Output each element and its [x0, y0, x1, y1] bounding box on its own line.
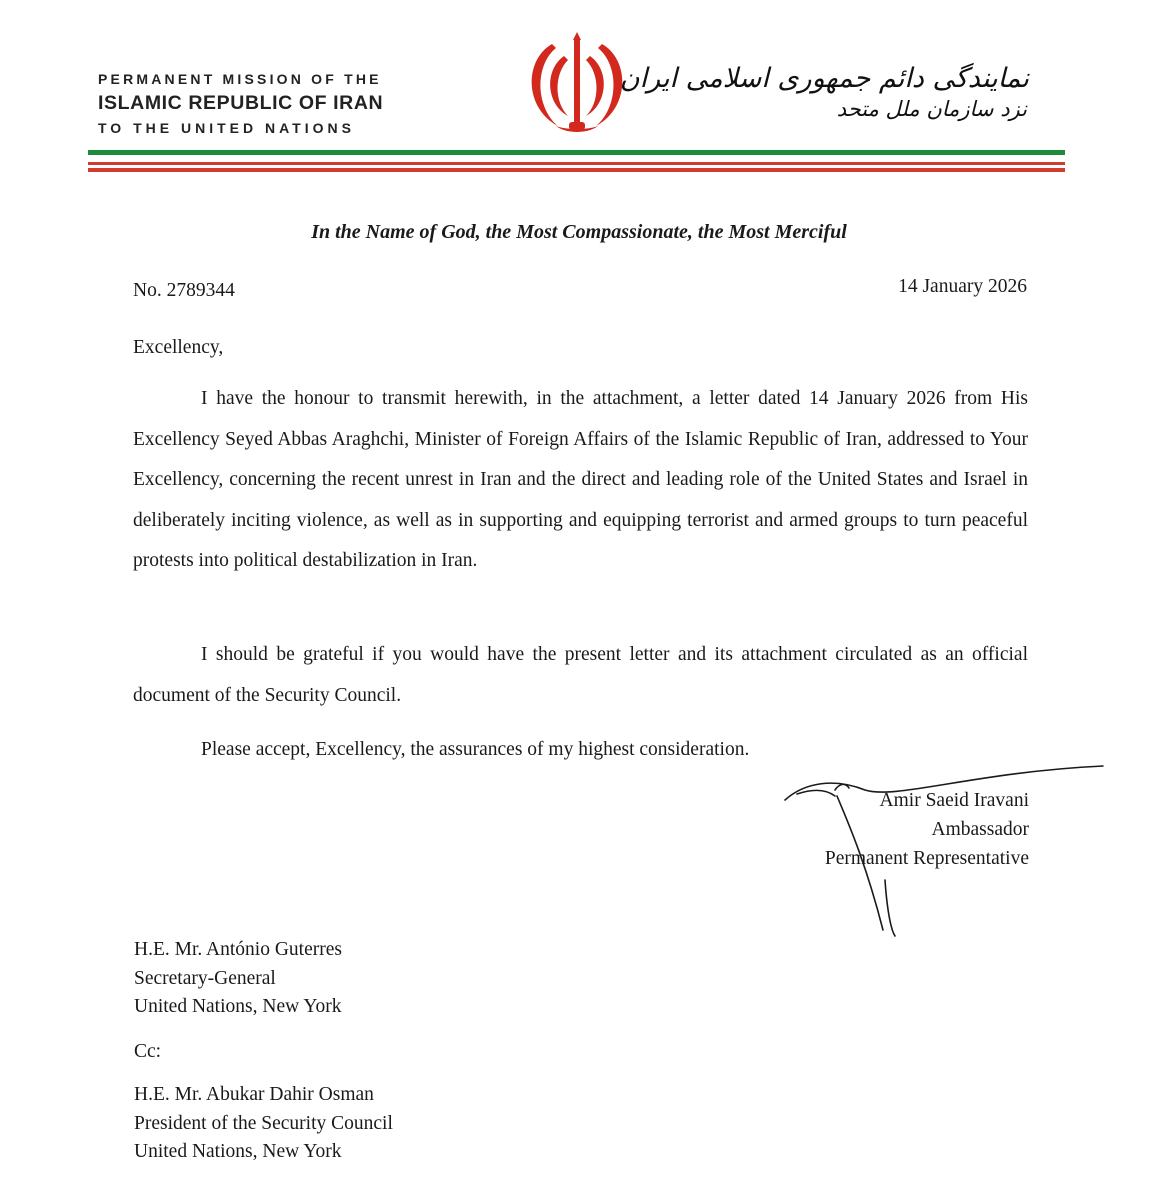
mission-name-persian: [620, 62, 1029, 122]
cc-label: Cc:: [134, 1041, 162, 1062]
white-band: [88, 155, 1065, 162]
mission-line-3: TO THE UNITED NATIONS: [98, 119, 355, 136]
mission-name-english: [98, 72, 383, 135]
cc-block: [134, 1081, 393, 1167]
red-band: [88, 168, 1065, 172]
persian-line-1: نمایندگی دائم جمهوری اسلامی ایران: [619, 63, 1029, 94]
paragraph-2-text: I should be grateful if you would have the present letter and its attachment circulated as an official document of the Security Council.: [133, 644, 1028, 706]
paragraph-1-text: I have the honour to transmit herewith, in the attachment, a letter dated 14 January 2026 from His Excellency Seyed Abbas Araghchi, Minister of Foreign Affairs of the Islamic Republic of Iran, addressed to Your Excellency, concerning the recent unrest in Iran and the direct and leading role of the United States and Israel in deliberately inciting violence, as well as in supporting and equipping terrorist and armed groups to turn peaceful protests into political destabilization in Iran.: [133, 388, 1028, 571]
addressee-block: [134, 936, 342, 1022]
addressee-location: United Nations, New York: [134, 996, 342, 1017]
cc-name: H.E. Mr. Abukar Dahir Osman: [134, 1084, 374, 1105]
mission-line-1: PERMANENT MISSION OF THE: [98, 71, 382, 87]
paragraph-1: [133, 379, 1028, 582]
signatory-title: Ambassador: [931, 819, 1029, 840]
addressee-name: H.E. Mr. António Guterres: [134, 939, 342, 960]
paragraph-2: [133, 635, 1028, 716]
paragraph-3-text: Please accept, Excellency, the assurances of my highest consideration.: [201, 739, 750, 760]
addressee-title: Secretary-General: [134, 967, 276, 989]
cc-title: President of the Security Council: [134, 1112, 393, 1134]
invocation: In the Name of God, the Most Compassionate, the Most Merciful: [311, 221, 847, 243]
iran-emblem-icon: [522, 30, 632, 142]
salutation: Excellency,: [133, 337, 224, 358]
red-band-thin: [88, 162, 1065, 165]
handwritten-signature-icon: [775, 760, 1105, 940]
persian-line-2: نزد سازمان ملل متحد: [836, 96, 1027, 121]
letter-date: 14 January 2026: [898, 276, 1027, 297]
mission-line-2: ISLAMIC REPUBLIC OF IRAN: [98, 92, 384, 114]
signatory-name: Amir Saeid Iravani: [879, 790, 1029, 811]
cc-location: United Nations, New York: [134, 1141, 342, 1162]
reference-number: No. 2789344: [133, 280, 235, 301]
signatory-role: Permanent Representative: [824, 848, 1029, 869]
